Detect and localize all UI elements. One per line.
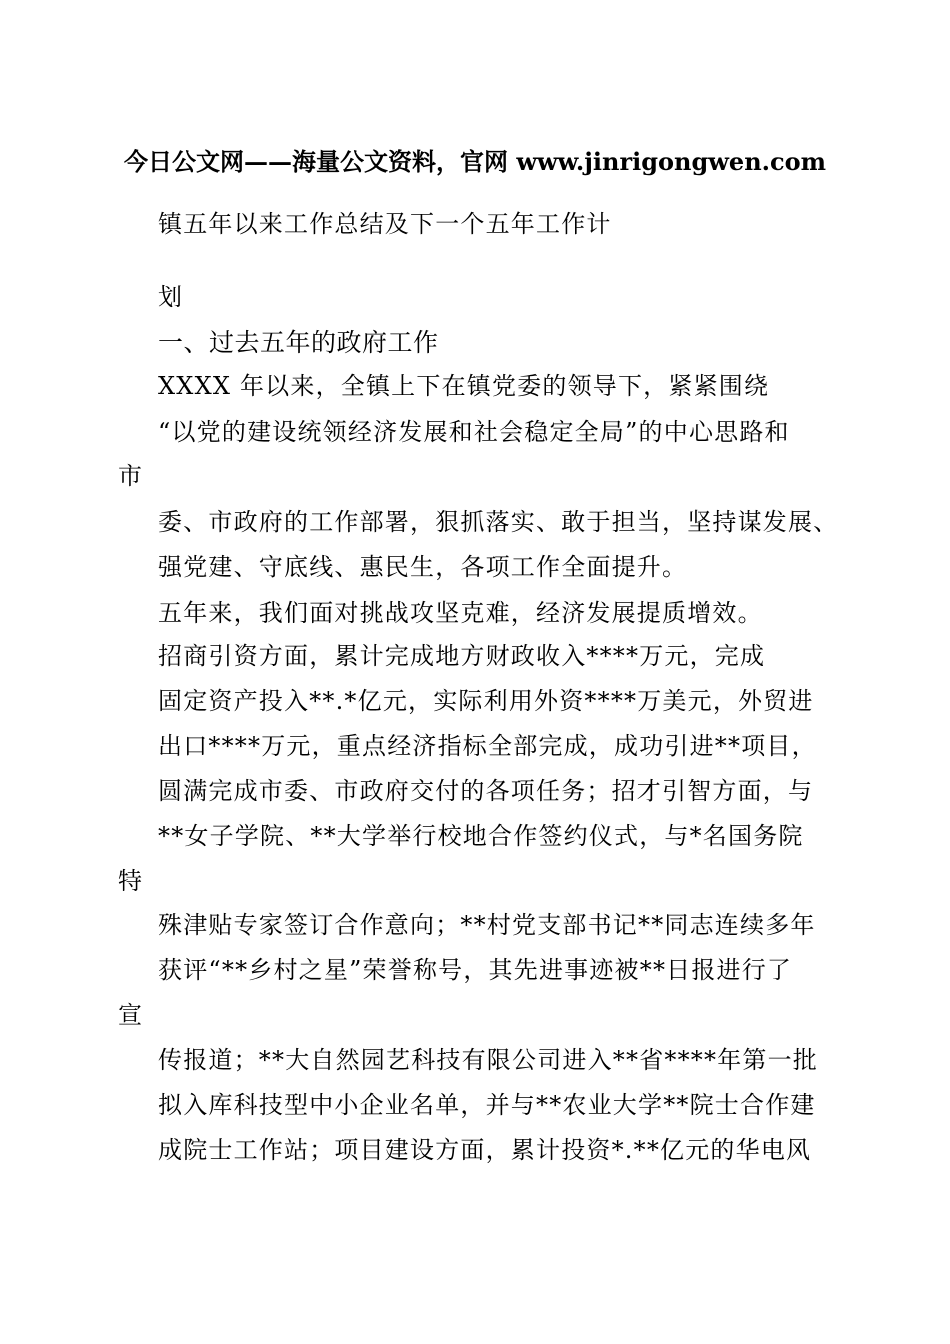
body-line: 招商引资方面，累计完成地方财政收入****万元，完成 [158,642,766,670]
body-line: 市 [118,462,144,490]
document-title-line-2: 划 [158,283,184,311]
section-heading: 一、过去五年的政府工作 [158,328,439,357]
body-line: 委、市政府的工作部署，狠抓落实、敢于担当，坚持谋发展、 [158,508,839,536]
body-line: 出口****万元，重点经济指标全部完成，成功引进**项目， [158,732,817,760]
body-line: XXXX 年以来，全镇上下在镇党委的领导下，紧紧围绕 [158,372,770,400]
document-title-line-1: 镇五年以来工作总结及下一个五年工作计 [158,210,612,238]
body-line: 强党建、守底线、惠民生，各项工作全面提升。 [158,553,688,581]
body-line: **女子学院、**大学举行校地合作签约仪式，与*名国务院 [158,822,804,850]
body-line: 拟入库科技型中小企业名单，并与**农业大学**院士合作建 [158,1091,816,1119]
body-line: 固定资产投入**.*亿元，实际利用外资****万美元，外贸进 [158,687,814,715]
body-line: 传报道；**大自然园艺科技有限公司进入**省****年第一批 [158,1046,818,1074]
body-line: 成院士工作站；项目建设方面，累计投资*.**亿元的华电风 [158,1136,812,1164]
site-header-banner: 今日公文网——海量公文资料，官网 www.jinrigongwen.com [123,147,827,176]
body-line: 五年来，我们面对挑战攻坚克难，经济发展提质增效。 [158,599,763,627]
body-line: 特 [118,867,144,895]
body-line: 圆满完成市委、市政府交付的各项任务；招才引智方面，与 [158,777,814,805]
body-line: 殊津贴专家签订合作意向；**村党支部书记**同志连续多年 [158,911,816,939]
body-line: 获评“**乡村之星”荣誉称号，其先进事迹被**日报进行了 [158,956,793,984]
body-line: “以党的建设统领经济发展和社会稳定全局”的中心思路和 [158,418,790,446]
body-line: 宣 [118,1001,144,1029]
